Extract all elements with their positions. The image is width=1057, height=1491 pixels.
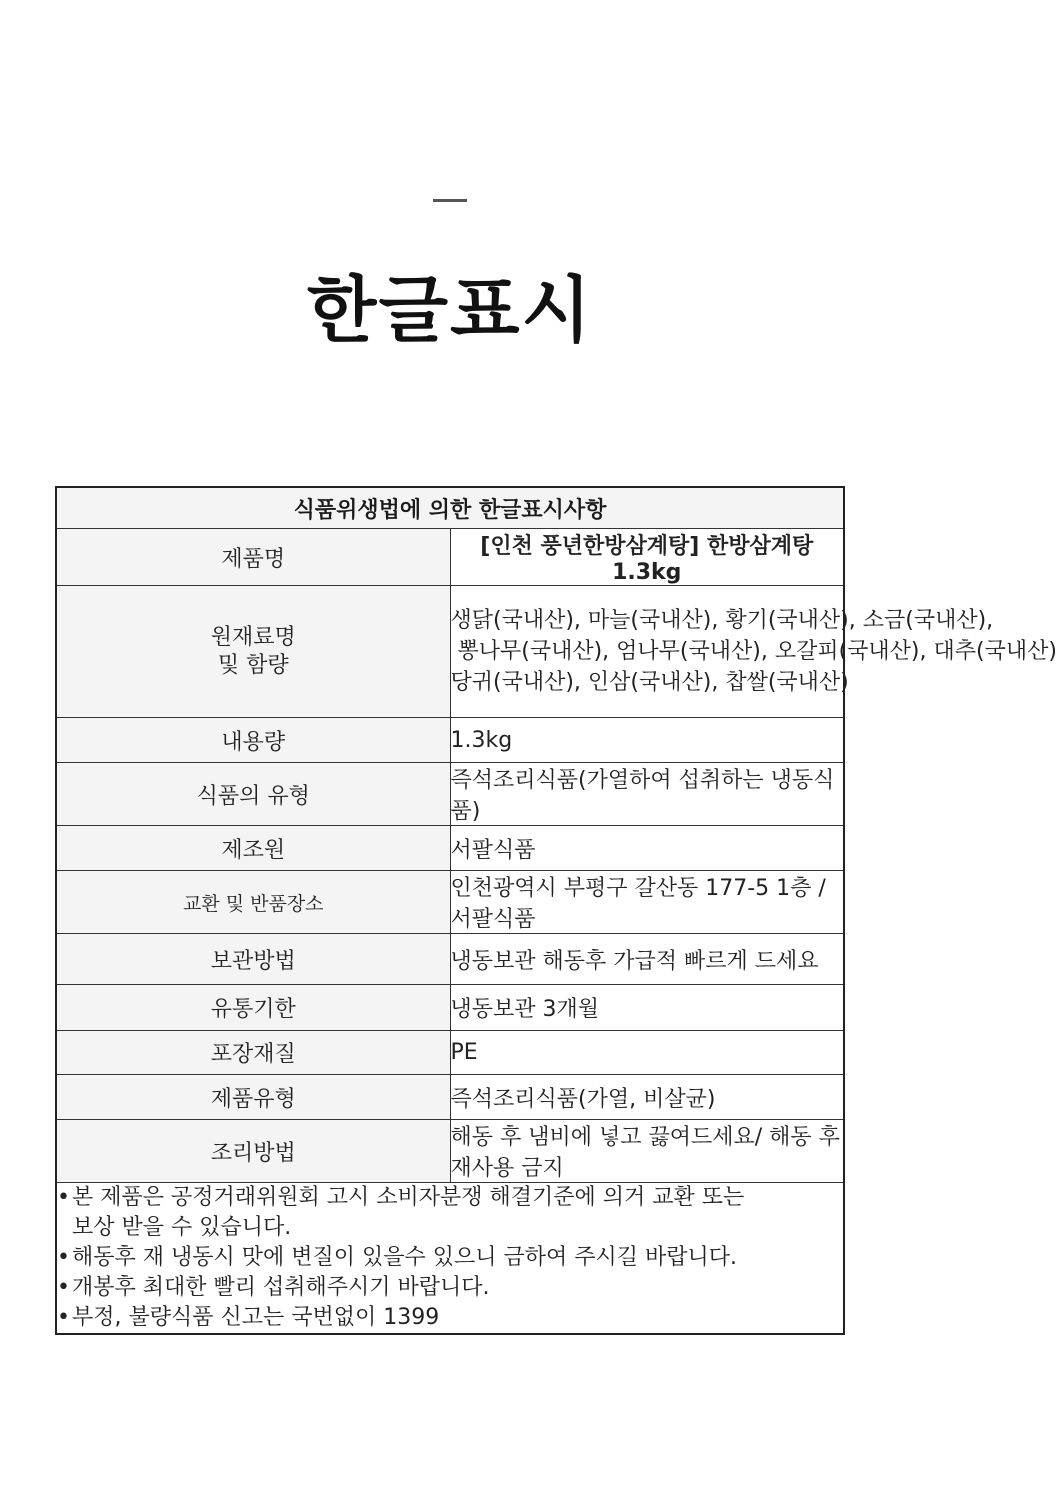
note-item (57, 1183, 843, 1243)
bullet: • (57, 1275, 70, 1300)
ingredient-line: 생닭(국내산), 마늘(국내산), 황기(국내산), 소금(국내산), (450, 608, 994, 633)
note-line: 보상 받을 수 있습니다. (72, 1215, 292, 1240)
row-value: 즉석조리식품(가열하여 섭취하는 냉동식품) (450, 763, 844, 826)
table-row (56, 934, 844, 985)
note-line: 해동후 재 냉동시 맛에 변질이 있을수 있으니 금하여 주시길 바랍니다. (72, 1245, 737, 1270)
table-row (56, 1075, 844, 1120)
row-key: 유통기한 (56, 985, 450, 1031)
bullet: • (57, 1305, 70, 1330)
note-item (57, 1303, 843, 1333)
row-value (450, 586, 1057, 718)
table-row (56, 763, 844, 826)
row-value: 서팔식품 (450, 826, 844, 871)
row-key: 포장재질 (56, 1031, 450, 1075)
row-key: 식품의 유형 (56, 763, 450, 826)
row-value: 즉석조리식품(가열, 비살균) (450, 1075, 844, 1120)
row-key: 제조원 (56, 826, 450, 871)
table-row (56, 1120, 844, 1183)
table-notes-row (56, 1183, 844, 1335)
note-item (57, 1273, 843, 1303)
note-line: 개봉후 최대한 빨리 섭취해주시기 바랍니다. (72, 1275, 490, 1300)
bullet: • (57, 1185, 70, 1210)
row-key (56, 586, 450, 718)
title-dash-divider (433, 199, 467, 202)
food-label-table (55, 486, 1057, 1335)
row-value: 냉동보관 3개월 (450, 985, 844, 1031)
row-key: 교환 및 반품장소 (56, 871, 450, 934)
table-heading-row (56, 487, 844, 529)
row-value: PE (450, 1031, 844, 1075)
table-row-product-name (56, 529, 844, 586)
table-row (56, 826, 844, 871)
note-item (57, 1243, 843, 1273)
row-value: 해동 후 냄비에 넣고 끓여드세요/ 해동 후 재사용 금지 (450, 1120, 844, 1183)
table-row (56, 718, 844, 763)
ingredient-line: 당귀(국내산), 인삼(국내산), 찹쌀(국내산) (450, 670, 849, 695)
row-value: 냉동보관 해동후 가급적 빠르게 드세요 (450, 934, 844, 985)
row-key: 보관방법 (56, 934, 450, 985)
table-row-ingredients (56, 586, 844, 718)
row-key: 제품명 (56, 529, 450, 586)
table-row (56, 985, 844, 1031)
note-line: 본 제품은 공정거래위원회 고시 소비자분쟁 해결기준에 의거 교환 또는 (72, 1185, 745, 1210)
page-title: 한글표시 (306, 268, 594, 352)
row-value: 1.3kg (450, 718, 844, 763)
note-line: 부정, 불량식품 신고는 국번없이 1399 (72, 1305, 440, 1330)
row-key-line: 원재료명 (210, 624, 296, 650)
bullet: • (57, 1245, 70, 1270)
table-heading: 식품위생법에 의한 한글표시사항 (56, 487, 844, 529)
row-value: [인천 풍년한방삼계탕] 한방삼계탕 1.3kg (450, 529, 844, 586)
notes-cell (56, 1183, 844, 1335)
row-value: 인천광역시 부평구 갈산동 177-5 1층 / 서팔식품 (450, 871, 844, 934)
table-row (56, 1031, 844, 1075)
table-row (56, 871, 844, 934)
row-key: 제품유형 (56, 1075, 450, 1120)
ingredient-line: 뽕나무(국내산), 엄나무(국내산), 오갈피(국내산), 대추(국내산) (450, 639, 1057, 664)
row-key: 조리방법 (56, 1120, 450, 1183)
row-key: 내용량 (56, 718, 450, 763)
row-key-line: 및 함량 (217, 652, 289, 678)
